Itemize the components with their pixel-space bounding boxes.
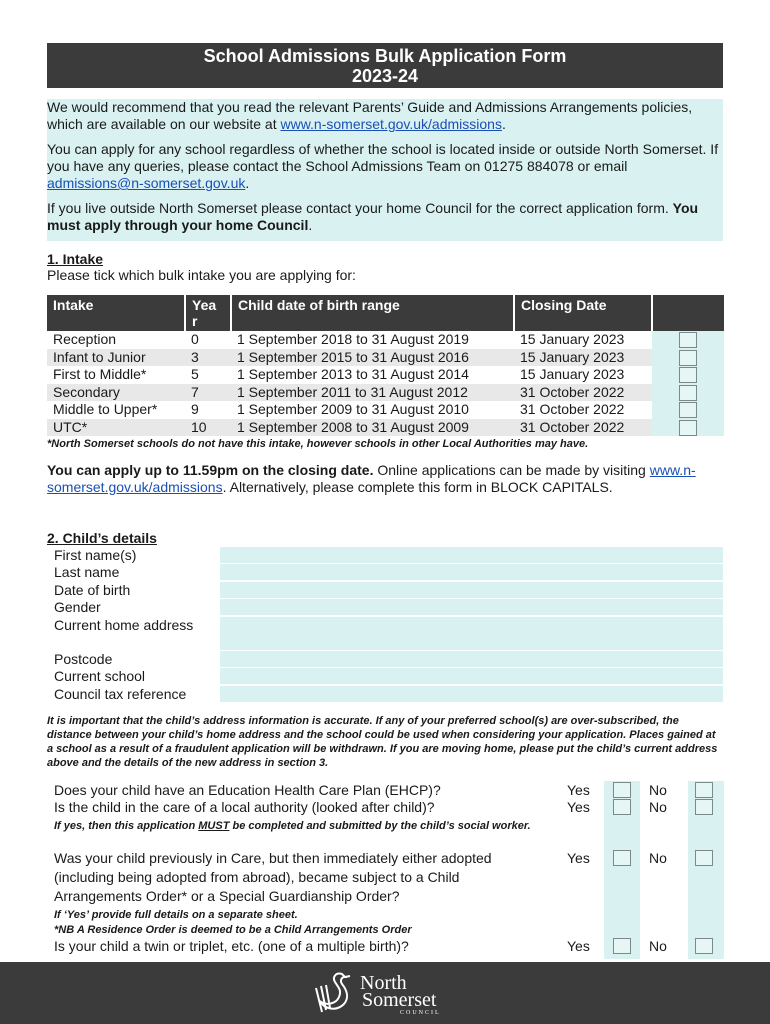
- child-details-heading: 2. Child’s details: [47, 530, 157, 546]
- intake-closing: 15 January 2023: [520, 366, 625, 383]
- form-year: 2023-24: [351, 66, 419, 86]
- intake-range: 1 September 2018 to 31 August 2019: [237, 331, 469, 348]
- intake-checkbox-utc[interactable]: [679, 420, 697, 436]
- label-last-name: Last name: [54, 564, 120, 580]
- intake-range: 1 September 2015 to 31 August 2016: [231, 349, 514, 367]
- logo-text-somerset: Somerset: [362, 989, 437, 1011]
- ehcp-yes-checkbox[interactable]: [613, 782, 631, 798]
- intake-closing: 15 January 2023: [520, 331, 625, 348]
- council-swan-logo-icon: [312, 968, 356, 1018]
- intake-instruction: Please tick which bulk intake you are applying for:: [47, 267, 356, 283]
- intake-row: [47, 401, 724, 419]
- label-first-name: First name(s): [54, 547, 137, 563]
- col-year: Year: [185, 295, 231, 331]
- intake-checkbox-secondary[interactable]: [679, 385, 697, 401]
- previously-in-care-note-1: If ‘Yes’ provide full details on a separate sheet.: [54, 909, 298, 921]
- label-current-school: Current school: [54, 668, 146, 684]
- label-postcode: Postcode: [54, 651, 113, 667]
- col-tick: [652, 295, 724, 331]
- first-name-field[interactable]: [220, 547, 723, 564]
- date-of-birth-field[interactable]: [220, 582, 723, 599]
- intake-closing: 31 October 2022: [514, 419, 652, 437]
- intake-closing: 31 October 2022: [514, 384, 652, 402]
- closing-paragraph: You can apply up to 11.59pm on the closing date. Online applications can be made by visiting www.n-somerset.gov.uk/admissions. Alternatively, please complete this form in BLOCK CAPITALS.: [47, 462, 696, 495]
- intake-range: 1 September 2009 to 31 August 2010: [237, 401, 469, 418]
- looked-after-no-checkbox[interactable]: [695, 799, 713, 815]
- council-tax-reference-field[interactable]: [220, 686, 723, 703]
- intake-name: UTC*: [47, 419, 185, 437]
- postcode-field[interactable]: [220, 651, 723, 668]
- intake-footnote: *North Somerset schools do not have this intake, however schools in other Local Authorities may have.: [47, 438, 589, 450]
- intake-name: Middle to Upper*: [53, 401, 158, 418]
- ehcp-no-checkbox[interactable]: [695, 782, 713, 798]
- intake-year: 10: [185, 419, 231, 437]
- previously-in-care-no-checkbox[interactable]: [695, 850, 713, 866]
- intake-row: [47, 349, 724, 367]
- question-ehcp: Does your child have an Education Health Care Plan (EHCP)?: [54, 782, 441, 798]
- previously-in-care-yes-label: Yes: [567, 850, 590, 866]
- question-multiple-birth: Is your child a twin or triplet, etc. (one of a multiple birth)?: [54, 938, 409, 954]
- intake-name: Reception: [53, 331, 117, 348]
- multiple-birth-yes-checkbox[interactable]: [613, 938, 631, 954]
- col-intake: Intake: [47, 295, 185, 331]
- gender-field[interactable]: [220, 599, 723, 616]
- intake-checkbox-infant-junior[interactable]: [679, 350, 697, 366]
- intake-checkbox-reception[interactable]: [679, 332, 697, 348]
- online-application-link[interactable]: www.n-somerset.gov.uk/admissions: [47, 462, 696, 495]
- intake-name: Infant to Junior: [47, 349, 185, 367]
- intake-row: [47, 419, 724, 437]
- previously-in-care-no-label: No: [649, 850, 667, 866]
- home-address-field[interactable]: [220, 617, 723, 651]
- logo-text-north: North: [360, 972, 407, 994]
- intake-row: [47, 366, 724, 384]
- looked-after-no-label: No: [649, 799, 667, 815]
- label-council-tax-reference: Council tax reference: [54, 686, 187, 702]
- previously-in-care-note-2: *NB A Residence Order is deemed to be a Child Arrangements Order: [54, 924, 412, 936]
- intake-row: [47, 331, 724, 349]
- admissions-link[interactable]: www.n-somerset.gov.uk/admissions: [280, 116, 502, 132]
- intake-checkbox-first-middle[interactable]: [679, 367, 697, 383]
- intake-year: 7: [185, 384, 231, 402]
- intake-row: [47, 384, 724, 402]
- intake-name: Secondary: [47, 384, 185, 402]
- intake-closing: 15 January 2023: [514, 349, 652, 367]
- intake-year: 9: [191, 401, 199, 418]
- intake-name: First to Middle*: [53, 366, 147, 383]
- intro-paragraph-3: If you live outside North Somerset please contact your home Council for the correct application form. You must apply through your home Council.: [47, 200, 699, 233]
- question-looked-after: Is the child in the care of a local authority (looked after child)?: [54, 799, 435, 815]
- form-title: School Admissions Bulk Application Form: [203, 46, 567, 66]
- multiple-birth-yes-label: Yes: [567, 938, 590, 954]
- intake-year: 3: [185, 349, 231, 367]
- form-title-bar: [47, 43, 723, 88]
- footer-bar: [0, 962, 770, 1024]
- intake-year: 5: [191, 366, 199, 383]
- intake-closing: 31 October 2022: [520, 401, 625, 418]
- ehcp-no-label: No: [649, 782, 667, 798]
- label-home-address: Current home address: [54, 617, 194, 633]
- intake-heading: 1. Intake: [47, 251, 104, 267]
- intake-year: 0: [191, 331, 199, 348]
- question-previously-in-care: Was your child previously in Care, but then immediately either adopted (including being adopted from abroad), became subject to a Child Arrangements Order* or a Special Guardianship Order?: [54, 850, 492, 904]
- ehcp-yes-label: Yes: [567, 782, 590, 798]
- current-school-field[interactable]: [220, 668, 723, 685]
- looked-after-yes-label: Yes: [567, 799, 590, 815]
- address-warning: It is important that the child’s address information is accurate. If any of your preferred school(s) are over-subscribed, the distance between your child’s home address and the school could be used when considering your application. Places gained at a school as a result of a fraudulent application will be withdrawn. If you are moving home, please put the child’s current address above and the details of the new address in section 3.: [47, 715, 718, 769]
- label-date-of-birth: Date of birth: [54, 582, 131, 598]
- label-gender: Gender: [54, 599, 101, 615]
- previously-in-care-yes-checkbox[interactable]: [613, 850, 631, 866]
- intake-table-header: [47, 295, 724, 331]
- intro-paragraph-2: You can apply for any school regardless of whether the school is located inside or outside North Somerset. If you have any queries, please contact the School Admissions Team on 01275 884078 or email admissions@n-somerset.gov.uk.: [47, 141, 719, 191]
- intake-table: [47, 295, 724, 436]
- looked-after-yes-checkbox[interactable]: [613, 799, 631, 815]
- looked-after-note: If yes, then this application MUST be completed and submitted by the child’s social worker.: [54, 820, 531, 832]
- col-closing-date: Closing Date: [514, 295, 652, 331]
- intro-box: [47, 99, 723, 241]
- intake-range: 1 September 2013 to 31 August 2014: [237, 366, 469, 383]
- multiple-birth-no-checkbox[interactable]: [695, 938, 713, 954]
- intake-range: 1 September 2011 to 31 August 2012: [231, 384, 514, 402]
- col-dob-range: Child date of birth range: [231, 295, 514, 331]
- intro-paragraph-1: We would recommend that you read the relevant Parents’ Guide and Admissions Arrangements policies, which are available on our website at www.n-somerset.gov.uk/admissions.: [47, 99, 693, 132]
- admissions-email-link[interactable]: admissions@n-somerset.gov.uk: [47, 175, 246, 191]
- multiple-birth-no-label: No: [649, 938, 667, 954]
- last-name-field[interactable]: [220, 564, 723, 581]
- logo-text-council: COUNCIL: [400, 1010, 441, 1016]
- intake-range: 1 September 2008 to 31 August 2009: [231, 419, 514, 437]
- intake-checkbox-middle-upper[interactable]: [679, 402, 697, 418]
